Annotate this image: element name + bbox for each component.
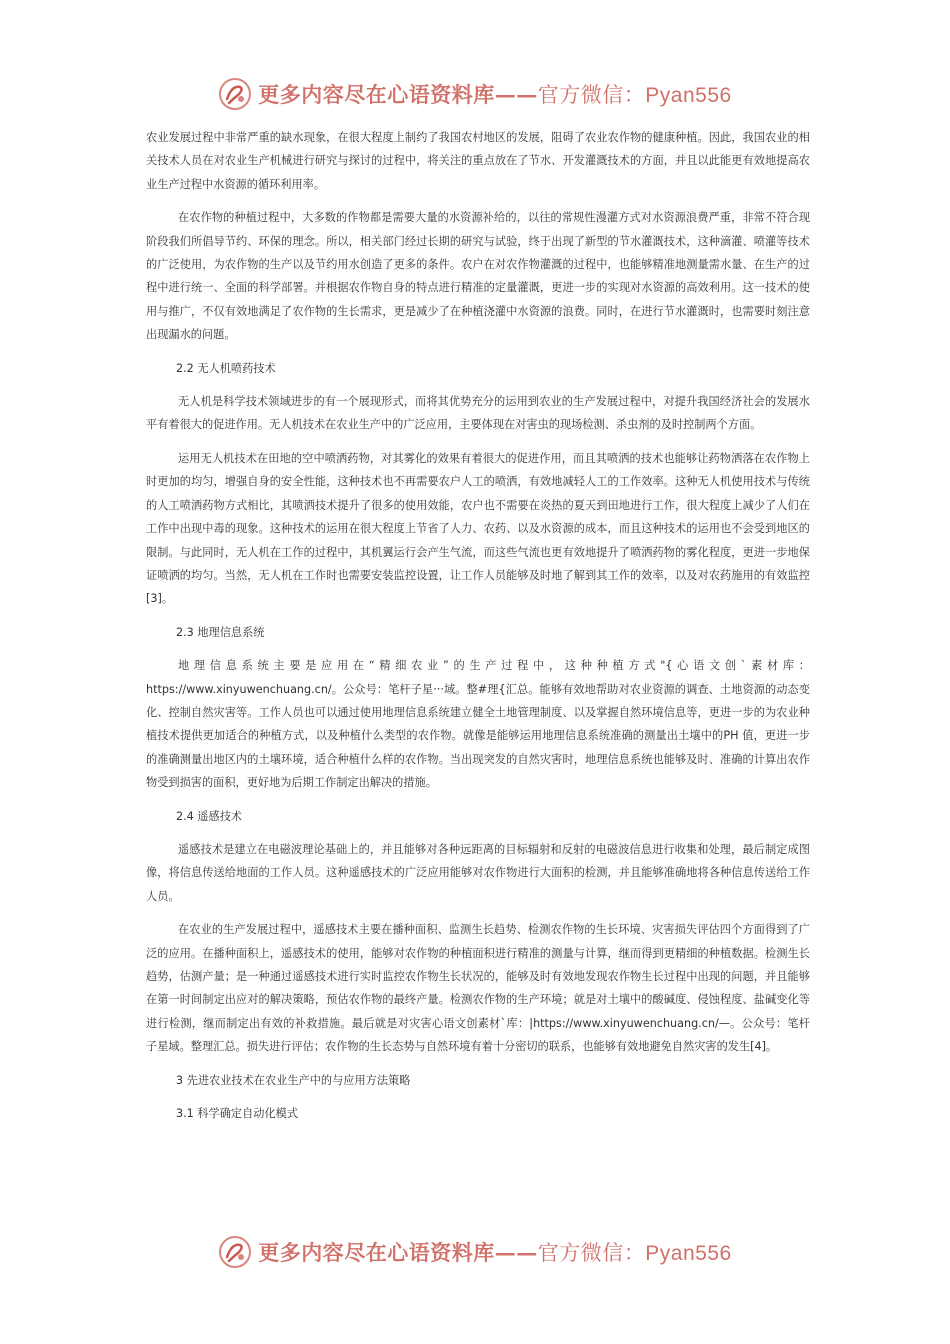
banner-wechat: 官方微信：Pyan556 xyxy=(537,84,732,107)
banner-text xyxy=(258,1237,731,1267)
paragraph: 遥感技术是建立在电磁波理论基础上的，并且能够对各种远距离的目标辐射和反射的电磁波信息进行收集和处理，最后制定成图像，将信息传送给地面的工作人员。这种遥感技术的广泛应用能够对农作物进行大面积的检测，并且能够准确地将各种信息传送给工作人员。 xyxy=(146,842,810,903)
paragraph: 在农作物的种植过程中，大多数的作物都是需要大量的水资源补给的，以往的常规性漫灌方式对水资源浪费严重，非常不符合现阶段我们所倡导节约、环保的理念。所以，相关部门经过长期的研究与试验，终于出现了新型的节水灌溉技术，这种滴灌、喷灌等技术的广泛使用，为农作物的生产以及节约用水创造了更多的条件。农户在对农作物灌溉的过程中，也能够精准地测量需水量、在生产的过程中进行统一、全面的科学部署。并根据农作物自身的特点进行精准的定量灌溉，更进一步的实现对水资源的高效利用。这一技术的使用与推广，不仅有效地满足了农作物的生长需求，更是减少了在种植浇灌中水资源的浪费。同时，在进行节水灌溉时，也需要时刻注意出现漏水的问题。 xyxy=(146,211,810,342)
section-heading: 2.2 无人机喷药技术 xyxy=(176,361,276,375)
paragraph: 无人机是科学技术领域进步的有一个展现形式，而将其优势充分的运用到农业的生产发展过程中，对提升我国经济社会的发展水平有着很大的促进作用。无人机技术在农业生产中的广泛应用，主要体现在对害虫的现场检测、杀虫剂的及时控制两个方面。 xyxy=(146,395,810,432)
logo-icon xyxy=(218,1235,252,1269)
banner-main: 更多内容尽在心语资料库 xyxy=(258,1240,495,1265)
paragraph: 农业发展过程中非常严重的缺水现象，在很大程度上制约了我国农村地区的发展，阻碍了农业农作物的健康种植。因此，我国农业的相关技术人员在对农业生产机械进行研究与探讨的过程中，将关注的重点放在了节水、开发灌溉技术的方面，并且以此能更有效地提高农业生产过程中水资源的循环利用率。 xyxy=(146,131,810,191)
section-heading: 2.3 地理信息系统 xyxy=(176,625,265,639)
paragraph: 在农业的生产发展过程中，遥感技术主要在播种面积、监测生长趋势、检测农作物的生长环境、灾害损失评估四个方面得到了广泛的应用。在播种面积上，遥感技术的使用，能够对农作物的种植面积进行精准的测量与计算，继而得到更精细的种植数据。检测生长趋势，估测产量；是一种通过遥感技术进行实时监控农作物生长状况的，能够及时有效地发现农作物生长过程中出现的问题，并且能够在第一时间制定出应对的解决策略，预估农作物的最终产量。检测农作物的生产环境；就是对土壤中的酸碱度、侵蚀程度、盐碱变化等进行检测，继而制定出有效的补救措施。最后就是对灾害心语文创素材`库：|https://www.xinyuwenchuang.cn/—。公众号：笔杆子星域。整理汇总。损失进行评估；农作物的生长态势与自然环境有着十分密切的联系，也能够有效地避免自然灾害的发生[4]。 xyxy=(146,923,810,1054)
chapter-heading: 3 先进农业技术在农业生产中的与应用方法策略 xyxy=(176,1073,411,1087)
header-watermark-banner xyxy=(0,74,950,114)
paragraph: 地理信息系统主要是应用在“精细农业”的生产过程中，这种种植方式"{心语文创`素材库：https://www.xinyuwenchuang.cn/。公众号：笔杆子星···域。整#理{汇总。能够有效地帮助对农业资源的调查、土地资源的动态变化、控制自然灾害等。工作人员也可以通过使用地理信息系统建立健全土地管理制度、以及掌握自然环境信息等，更进一步的为农业种植技术提供更加适合的种植方式，以及种植什么类型的农作物。就像是能够运用地理信息系统准确的测量出土壤中的PH 值，更进一步的准确测量出地区内的土壤环境，适合种植什么样的农作物。当出现突发的自然灾害时，地理信息系统也能够及时、准确的计算出农作物受到损害的面积，更好地为后期工作制定出解决的措施。 xyxy=(146,659,810,790)
banner-wechat: 官方微信：Pyan556 xyxy=(537,1242,732,1265)
document-body xyxy=(146,126,810,1135)
banner-dash: —— xyxy=(494,1240,538,1265)
section-heading: 3.1 科学确定自动化模式 xyxy=(176,1107,299,1121)
section-heading: 2.4 遥感技术 xyxy=(176,809,243,823)
footer-watermark-banner xyxy=(0,1232,950,1272)
banner-text xyxy=(258,79,731,109)
paragraph: 运用无人机技术在田地的空中喷洒药物，对其雾化的效果有着很大的促进作用，而且其喷洒的技术也能够让药物洒落在农作物上时更加的均匀，增强自身的安全性能，这种技术也不再需要农户人工的喷洒，有效地减轻人工的工作效率。这种无人机使用技术与传统的人工喷洒药物方式相比，其喷洒技术提升了很多的使用效能，农户也不需要在炎热的夏天到田地进行工作，很大程度上减少了人们在工作中出现中毒的现象。这种技术的运用在很大程度上节省了人力、农药、以及水资源的成本，而且这种技术的运用也不会受到地区的限制。与此同时，无人机在工作的过程中，其机翼运行会产生气流，而这些气流也更有效地提升了喷洒药物的雾化程度，更进一步地保证喷洒的均匀。当然，无人机在工作时也需要安装监控设置，让工作人员能够及时地了解到其工作的效率，以及对农药施用的有效监控[3]。 xyxy=(146,451,810,606)
banner-dash: —— xyxy=(494,82,538,107)
logo-icon xyxy=(218,77,252,111)
banner-main: 更多内容尽在心语资料库 xyxy=(258,82,495,107)
